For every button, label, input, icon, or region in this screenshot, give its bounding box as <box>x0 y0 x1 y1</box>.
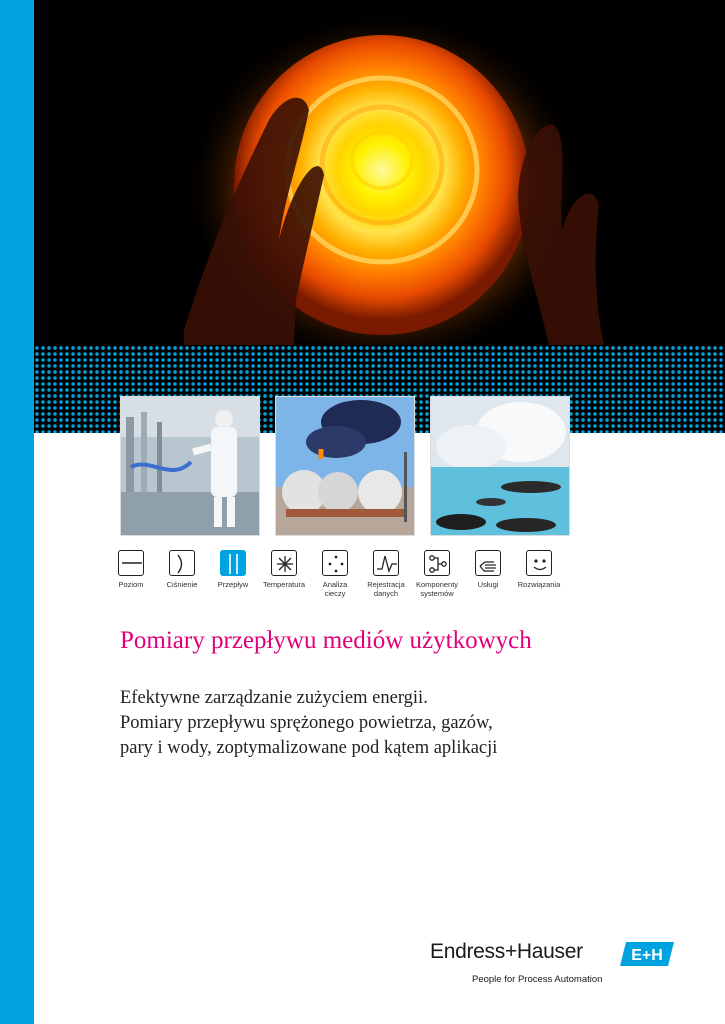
category-item-solutions[interactable] <box>513 550 565 589</box>
category-item-system-components[interactable] <box>411 550 463 598</box>
left-accent-bar <box>0 0 34 1024</box>
eh-logo-mark-icon <box>620 942 674 971</box>
category-label: Rejestracja danych <box>367 580 405 598</box>
solutions-icon <box>526 550 552 576</box>
category-item-temperature[interactable] <box>258 550 310 589</box>
category-label: Ciśnienie <box>166 580 198 589</box>
liquid-analysis-icon <box>322 550 348 576</box>
category-item-pressure[interactable] <box>156 550 208 589</box>
subtitle <box>120 686 640 761</box>
category-item-data-recording[interactable] <box>360 550 412 598</box>
page-title: Pomiary przepływu mediów użytkowych <box>120 627 532 654</box>
brand-tagline: People for Process Automation <box>472 974 603 985</box>
category-item-services[interactable] <box>462 550 514 589</box>
photo-laboratory-worker <box>120 396 260 536</box>
subtitle-line: Pomiary przepływu sprężonego powietrza, gazów, <box>120 713 493 733</box>
category-label: Usługi <box>477 580 499 589</box>
pressure-icon <box>169 550 195 576</box>
hero-image-glowing-sphere <box>34 0 725 345</box>
category-icon-row <box>118 550 578 610</box>
brand-name: Endress+Hauser <box>430 940 583 963</box>
subtitle-line: pary i wody, zoptymalizowane pod kątem aplikacji <box>120 738 498 758</box>
flow-icon <box>220 550 246 576</box>
category-label: Temperatura <box>262 580 306 589</box>
photo-geothermal-lagoon <box>430 396 570 536</box>
photo-gas-storage-flare <box>275 396 415 536</box>
subtitle-line: Efektywne zarządzanie zużyciem energii. <box>120 688 428 708</box>
category-label: Komponenty systemów <box>415 580 459 598</box>
endress-hauser-logo <box>430 940 680 990</box>
category-label: Przepływ <box>217 580 249 589</box>
temperature-icon <box>271 550 297 576</box>
category-label: Rozwiązania <box>517 580 561 589</box>
brand-mark-text: E+H <box>631 947 663 964</box>
category-label: Poziom <box>118 580 144 589</box>
services-icon <box>475 550 501 576</box>
level-icon <box>118 550 144 576</box>
category-item-liquid-analysis[interactable] <box>309 550 361 598</box>
category-item-level[interactable] <box>105 550 157 589</box>
data-recording-icon <box>373 550 399 576</box>
category-label: Analiza cieczy <box>322 580 348 598</box>
category-item-flow[interactable] <box>207 550 259 589</box>
system-components-icon <box>424 550 450 576</box>
